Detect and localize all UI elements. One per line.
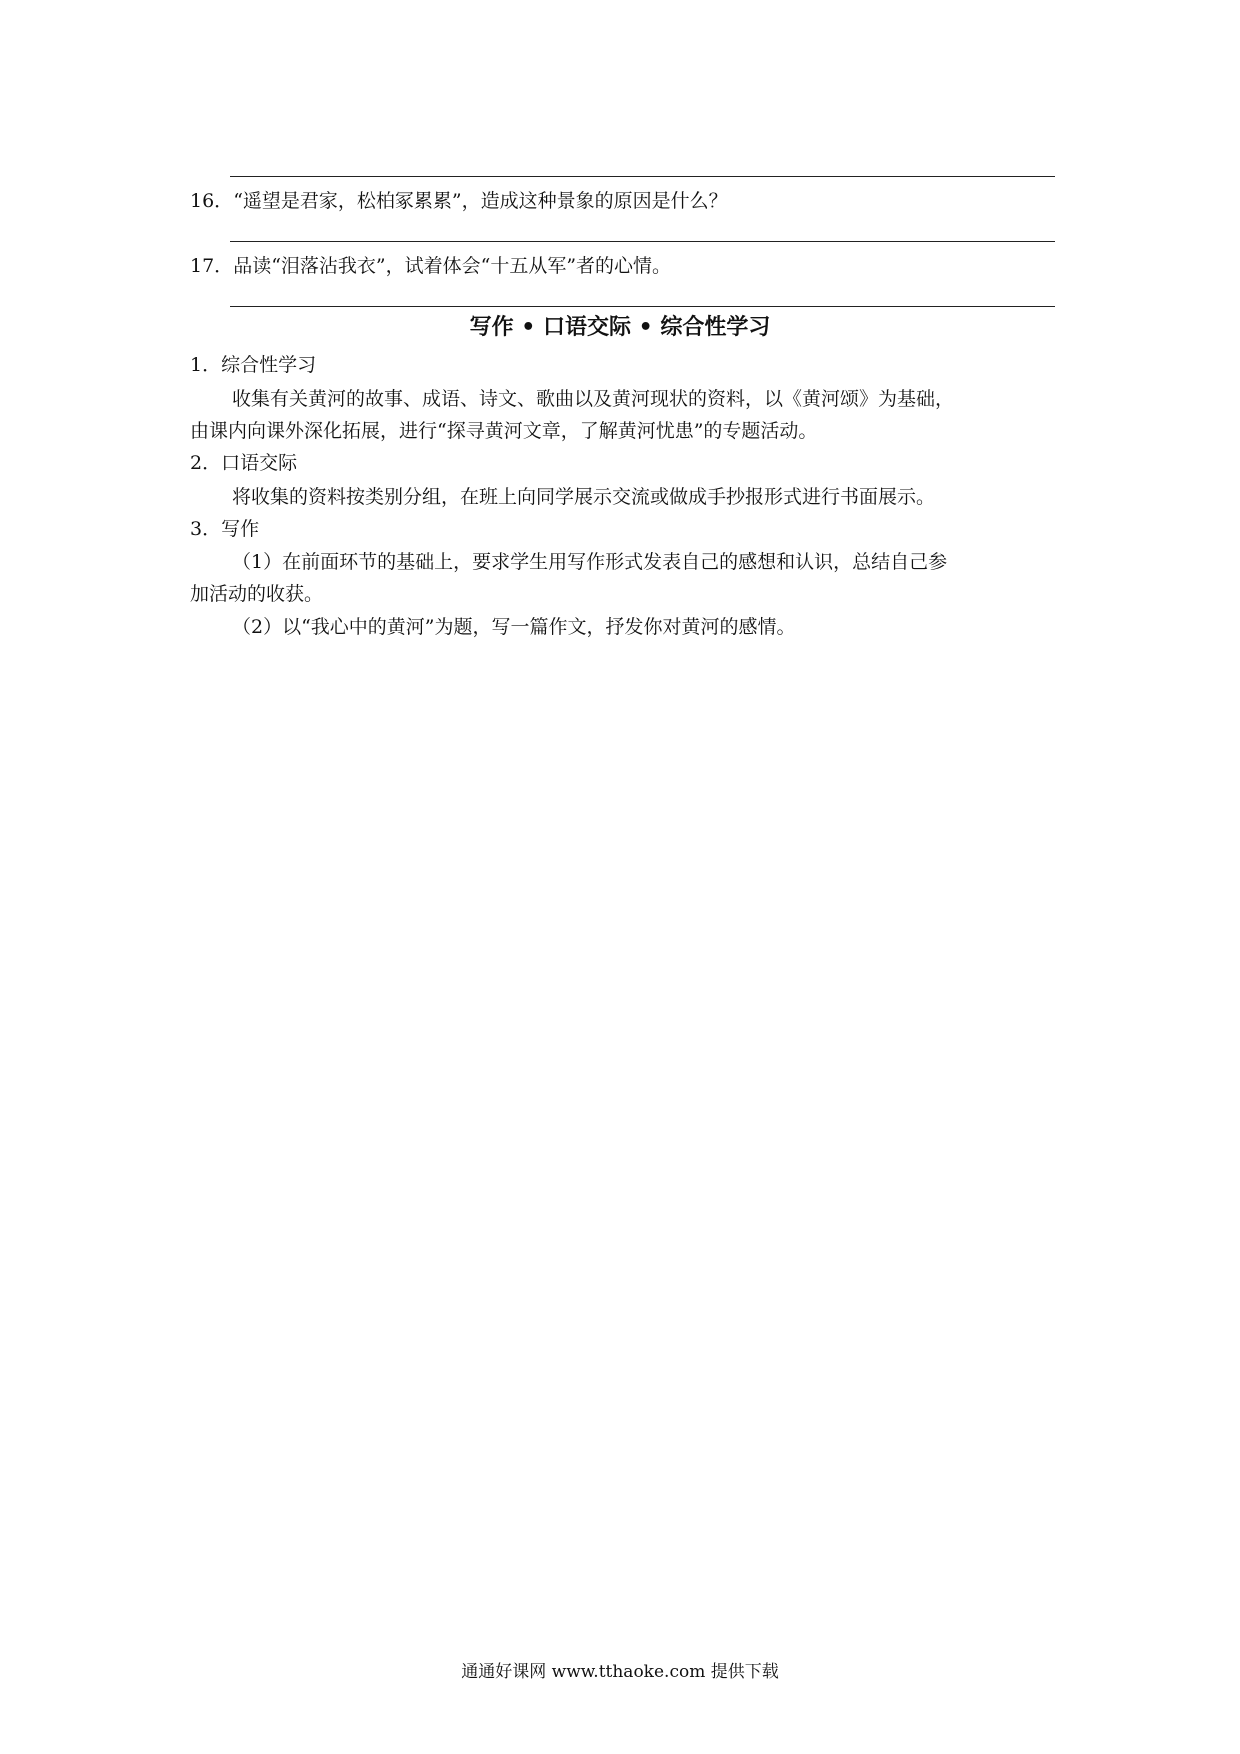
item-heading: 2．口语交际 — [190, 452, 298, 474]
answer-line — [230, 176, 1055, 177]
paragraph-line: 将收集的资料按类别分组，在班上向同学展示交流或做成手抄报形式进行书面展示。 — [232, 486, 936, 508]
question-number: 17． — [190, 255, 234, 277]
answer-line — [230, 241, 1055, 242]
section-title: 写作 • 口语交际 • 综合性学习 — [469, 315, 771, 340]
question-number: 16． — [190, 190, 234, 212]
paragraph-line: 收集有关黄河的故事、成语、诗文、歌曲以及黄河现状的资料，以《黄河颂》为基础， — [232, 388, 955, 410]
answer-line — [230, 306, 1055, 307]
paragraph-line: 由课内向课外深化拓展，进行“探寻黄河文章，了解黄河忧患”的专题活动。 — [190, 420, 818, 442]
paragraph-line: （1）在前面环节的基础上，要求学生用写作形式发表自己的感想和认识，总结自己参 — [232, 551, 948, 573]
paragraph-line: （2）以“我心中的黄河”为题，写一篇作文，抒发你对黄河的感情。 — [232, 616, 796, 638]
footer: 通通好课网 www.tthaoke.com 提供下载 — [461, 1662, 779, 1682]
question-16 — [190, 188, 728, 214]
question-17 — [190, 253, 671, 279]
item-heading: 3．写作 — [190, 518, 260, 540]
question-text: 品读“泪落沾我衣”，试着体会“十五从军”者的心情。 — [233, 255, 672, 277]
question-text: “遥望是君家，松柏冢累累”，造成这种景象的原因是什么？ — [233, 190, 728, 212]
paragraph-line: 加活动的收获。 — [190, 583, 324, 605]
item-heading: 1．综合性学习 — [190, 354, 317, 376]
